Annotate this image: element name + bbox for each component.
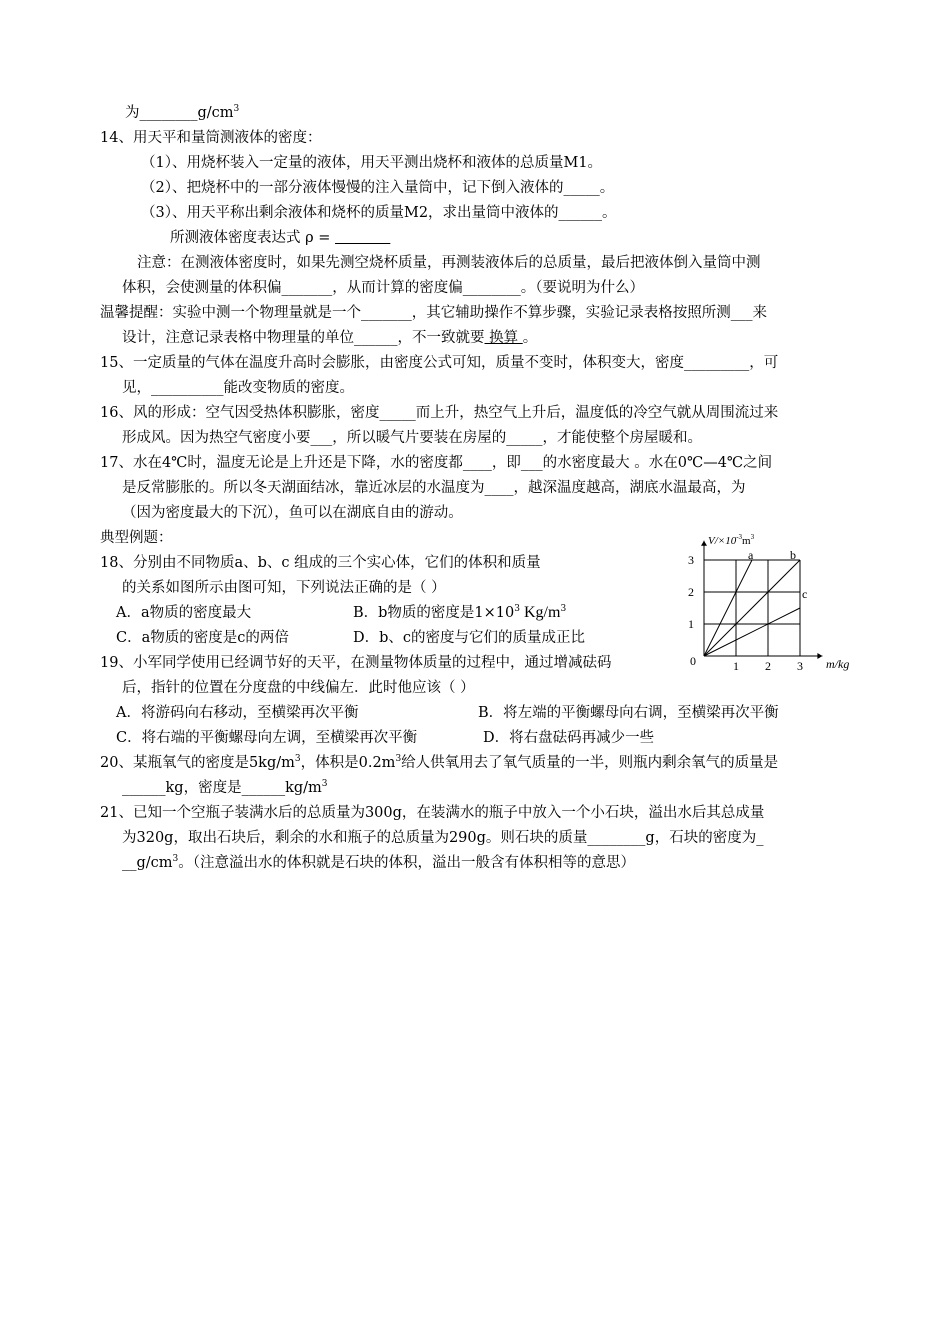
question-21-line-2: 为320g，取出石块后，剩余的水和瓶子的总质量为290g。则石块的质量________g，石块的密度为_: [122, 830, 764, 846]
series-label-a: a: [748, 548, 754, 562]
line-density-answer: 为$\_\_\_\_\_\_\_\_g/cm^3$: [125, 104, 240, 121]
y-axis-arrow: [701, 541, 707, 546]
reminder-2: 设计，注意记录表格中物理量的单位______，不一致就要 换算 。: [122, 330, 538, 346]
question-16-line-2: 形成风。因为热空气密度小要___，所以暖气片要装在房屋的_____，才能使整个房屋暖和。: [122, 430, 702, 446]
question-14-title: 14、用天平和量筒测液体的密度：: [100, 130, 322, 146]
q14-step-3: （3）、用天平称出剩余液体和烧杯的质量M2，求出量筒中液体的______。: [141, 205, 617, 221]
question-16-line-1: 16、风的形成：空气因受热体积膨胀，密度_____而上升，热空气上升后，温度低的冷空气就从周围流过来: [100, 405, 779, 421]
series-label-b: b: [790, 548, 796, 562]
series-label-c: c: [802, 587, 808, 601]
question-18-line-1: 18、分别由不同物质a、b、c 组成的三个实心体，它们的体积和质量: [100, 555, 541, 571]
q14-note-1: 注意：在测液体密度时，如果先测空烧杯质量，再测装液体后的总质量，最后把液体倒入量筒中测: [137, 255, 761, 271]
y-tick-label: 3: [688, 553, 694, 567]
question-18-option-b: B．b物质的密度是$1\times 10^3$ $Kg/m^3$: [353, 604, 567, 621]
question-18-line-2: 的关系如图所示由图可知，下列说法正确的是（ ）: [122, 580, 446, 596]
question-21-line-1: 21、已知一个空瓶子装满水后的总质量为300g，在装满水的瓶子中放入一个小石块，溢出水后其总成量: [100, 805, 765, 821]
series-line-c: [704, 608, 800, 656]
question-20-line-1: 20、某瓶氧气的密度是$5kg/m^3$，体积是$0.2m^3$给人供氧用去了氧气质量的一半，则瓶内剩余氧气的质量是: [100, 754, 779, 771]
x-tick-label: 3: [797, 659, 803, 673]
q14-step-2: （2）、把烧杯中的一部分液体慢慢的注入量筒中，记下倒入液体的_____。: [141, 180, 615, 196]
question-19-option-d: D．将右盘砝码再减少一些: [483, 730, 655, 746]
series-line-a: [704, 560, 752, 656]
question-19-line-1: 19、小军同学使用已经调节好的天平，在测量物体质量的过程中，通过增减砝码: [100, 655, 612, 671]
series-line-b: [704, 560, 800, 656]
question-17-line-3: （因为密度最大的下沉），鱼可以在湖底自由的游动。: [122, 505, 463, 521]
question-18-option-a: A．a物质的密度最大: [116, 605, 252, 621]
origin-label: 0: [690, 654, 696, 668]
volume-mass-graph: [680, 528, 860, 678]
question-15-line-1: 15、一定质量的气体在温度升高时会膨胀，由密度公式可知，质量不变时，体积变大，密度_________，可: [100, 355, 779, 371]
question-15-line-2: 见，__________能改变物质的密度。: [122, 380, 354, 396]
q14-note-2: 体积，会使测量的体积偏_______，从而计算的密度偏________。（要说明为什么）: [122, 280, 644, 296]
question-19-option-a: A．将游码向右移动，至横梁再次平衡: [116, 705, 359, 721]
x-tick-label: 2: [765, 659, 771, 673]
y-tick-label: 1: [688, 617, 694, 631]
question-18-option-d: D．b、c的密度与它们的质量成正比: [353, 630, 586, 646]
question-20-line-2: ______kg，密度是$\_\_\_\_\_\_kg/m^3$: [122, 779, 328, 796]
q14-step-1: （1）、用烧杯装入一定量的液体，用天平测出烧杯和液体的总质量M1。: [141, 155, 603, 171]
question-17-line-1: 17、水在4℃时，温度无论是上升还是下降，水的密度都____，即___的水密度最大 。水在0℃—4℃之间: [100, 455, 773, 471]
graph-series: [704, 548, 807, 656]
x-axis-arrow: [817, 653, 822, 659]
x-tick-label: 1: [733, 659, 739, 673]
question-19-line-2: 后，指针的位置在分度盘的中线偏左．此时他应该（ ）: [122, 680, 475, 696]
reminder-1: 温馨提醒：实验中测一个物理量就是一个_______，其它辅助操作不算步骤，实验记录表格按照所测___来: [100, 305, 767, 321]
section-heading-examples: 典型例题：: [100, 530, 173, 546]
q14-density-expression: 所测液体密度表达式 ρ =: [170, 230, 336, 246]
question-17-line-2: 是反常膨胀的。所以冬天湖面结冰，靠近冰层的水温度为____，越深温度越高，湖底水温最高，为: [122, 480, 746, 496]
y-axis-label: $V/\times 10^{-3}m^3$: [708, 533, 755, 547]
question-18-option-c: C．a物质的密度是c的两倍: [116, 630, 289, 646]
y-tick-label: 2: [688, 585, 694, 599]
x-axis-label: m/kg: [826, 657, 850, 671]
question-21-line-3: $\_\_g/cm^3$。（注意溢出水的体积就是石块的体积，溢出一般含有体积相等的意思）: [122, 854, 636, 871]
question-19-option-c: C．将右端的平衡螺母向左调，至横梁再次平衡: [116, 730, 418, 746]
question-19-option-b: B．将左端的平衡螺母向右调，至横梁再次平衡: [478, 705, 779, 721]
graph-axes: [688, 541, 822, 673]
